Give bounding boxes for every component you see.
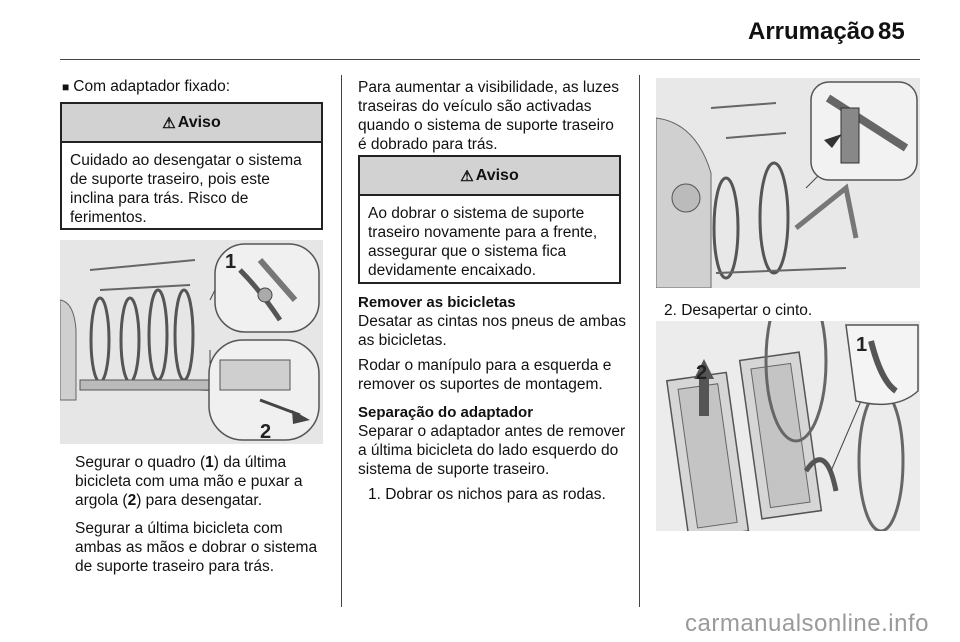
column-divider-2 bbox=[639, 75, 640, 607]
warning-header bbox=[62, 104, 321, 143]
warning-box-2 bbox=[358, 155, 621, 284]
paragraph: Segurar a última bicicleta com ambas as mãos e dobrar o sistema de suporte traseiro para trás. bbox=[75, 520, 318, 575]
column-divider-1 bbox=[341, 75, 342, 607]
adapter-illustration bbox=[656, 321, 920, 531]
callout-1: 1 bbox=[225, 251, 237, 273]
warning-triangle-icon: ⚠ bbox=[162, 114, 176, 132]
ref-bold-2: 2 bbox=[127, 492, 137, 509]
warning-box-1 bbox=[60, 102, 323, 230]
watermark: carmanualsonline.info bbox=[685, 610, 929, 637]
text-span: ) da última bicicleta com uma mão e puxar a argola ( bbox=[75, 454, 303, 509]
page-title: Arrumação bbox=[748, 18, 875, 45]
warning-title: Aviso bbox=[475, 166, 519, 184]
paragraph: Para aumentar a visibilidade, as luzes traseiras do veículo são activadas quando o sistema de suporte traseiro é dobrado para trás. bbox=[358, 79, 620, 153]
bike-rack-drawing bbox=[656, 78, 920, 288]
warning-title: Aviso bbox=[177, 113, 221, 131]
adapter-drawing bbox=[656, 321, 920, 531]
header-divider bbox=[60, 59, 920, 60]
paragraph: Desatar as cintas nos pneus de ambas as bicicletas. bbox=[358, 313, 626, 349]
paragraph: Rodar o manípulo para a esquerda e remover os suportes de montagem. bbox=[358, 357, 612, 393]
text-span: Segurar o quadro ( bbox=[75, 454, 206, 471]
bike-rack-illustration-2 bbox=[656, 78, 920, 288]
paragraph bbox=[75, 453, 330, 510]
section-title: Remover as bicicletas bbox=[358, 294, 516, 311]
paragraph: Separar o adaptador antes de remover a última bicicleta do lado esquerdo do sistema de suporte traseiro. bbox=[358, 423, 626, 478]
warning-text: Cuidado ao desengatar o sistema de suporte traseiro, pois este inclina para trás. Risco de ferimentos. bbox=[70, 152, 302, 226]
bullet-marker: ■ bbox=[62, 80, 70, 94]
bullet-item bbox=[62, 78, 230, 96]
callout-2: 2 bbox=[260, 421, 272, 443]
col1-text bbox=[75, 453, 330, 585]
col2-body bbox=[358, 293, 628, 513]
callout-1: 1 bbox=[856, 334, 868, 356]
section-title: Separação do adaptador bbox=[358, 404, 534, 421]
bike-rack-drawing bbox=[60, 240, 323, 444]
text-span: ) para desengatar. bbox=[136, 492, 262, 509]
step-item: 2. Desapertar o cinto. bbox=[664, 302, 813, 319]
warning-header bbox=[360, 157, 619, 196]
warning-text: Ao dobrar o sistema de suporte traseiro novamente para a frente, assegurar que o sistema fica devidamente encaixado. bbox=[368, 205, 598, 279]
step-item: 1. Dobrar os nichos para as rodas. bbox=[368, 486, 606, 503]
page-number: 85 bbox=[878, 18, 905, 45]
bullet-text: Com adaptador fixado: bbox=[73, 78, 231, 95]
warning-triangle-icon: ⚠ bbox=[460, 167, 474, 185]
bike-rack-illustration-1 bbox=[60, 240, 323, 444]
ref-bold-1: 1 bbox=[205, 454, 214, 471]
callout-2: 2 bbox=[696, 362, 708, 384]
col2-intro bbox=[358, 78, 626, 163]
